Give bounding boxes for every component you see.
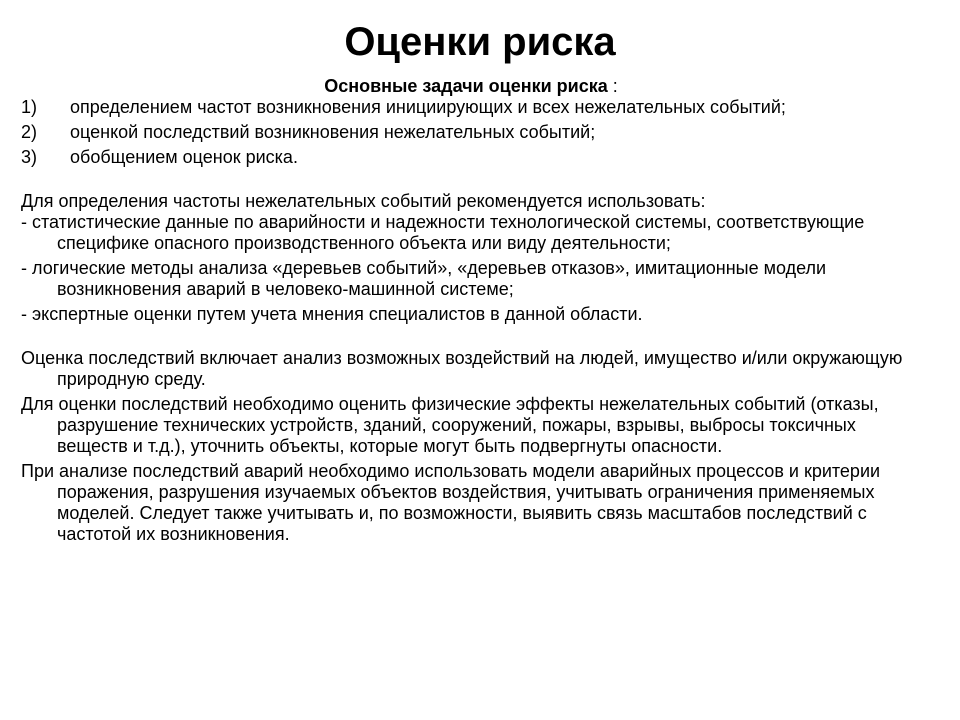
task-list [21, 97, 921, 168]
list-item: - логические методы анализа «деревьев событий», «деревьев отказов», имитационные модели возникновения аварий в человеко-машинной системе; [21, 258, 827, 299]
subtitle-text: Основные задачи оценки риска [324, 76, 608, 96]
list-item: - статистические данные по аварийности и надежности технологической системы, соответствующие специфике опасного производственного объекта или виду деятельности; [21, 212, 865, 253]
list-item-number: 3) [21, 147, 38, 167]
list-item-text: определением частот возникновения инициирующих и всех нежелательных событий; [70, 97, 786, 117]
list-item-number: 2) [21, 122, 38, 142]
consequences-paragraph: При анализе последствий аварий необходимо использовать модели аварийных процессов и критерии поражения, разрушения изучаемых объектов воздействия, учитывать ограничения применяемых моделей. Следует также учитывать и, по возможности, выявить связь масштабов последствий с частотой их возникновения. [21, 461, 881, 544]
subtitle [21, 76, 921, 97]
list-item-number: 1) [21, 97, 38, 117]
subtitle-colon: : [607, 76, 618, 96]
frequency-methods-list [21, 212, 921, 325]
slide-content [21, 76, 921, 549]
list-item-text: обобщением оценок риска. [70, 147, 298, 167]
spacer [21, 172, 921, 191]
list-item-text: оценкой последствий возникновения нежелательных событий; [70, 122, 596, 142]
frequency-intro: Для определения частоты нежелательных событий рекомендуется использовать: [21, 191, 706, 211]
consequences-paragraph: Для оценки последствий необходимо оценить физические эффекты нежелательных событий (отказы, разрушение технических устройств, зданий, сооружений, пожары, взрывы, выбросы токсичных веществ и т.д.), уточнить объекты, которые могут быть подвергнуты опасности. [21, 394, 879, 456]
slide-title: Оценки риска [344, 20, 616, 64]
list-item [21, 147, 921, 168]
list-item [21, 97, 921, 118]
list-item: - экспертные оценки путем учета мнения специалистов в данной области. [21, 304, 643, 324]
spacer [21, 329, 921, 348]
consequences-paragraph: Оценка последствий включает анализ возможных воздействий на людей, имущество и/или окружающую природную среду. [21, 348, 903, 389]
list-item [21, 122, 921, 143]
